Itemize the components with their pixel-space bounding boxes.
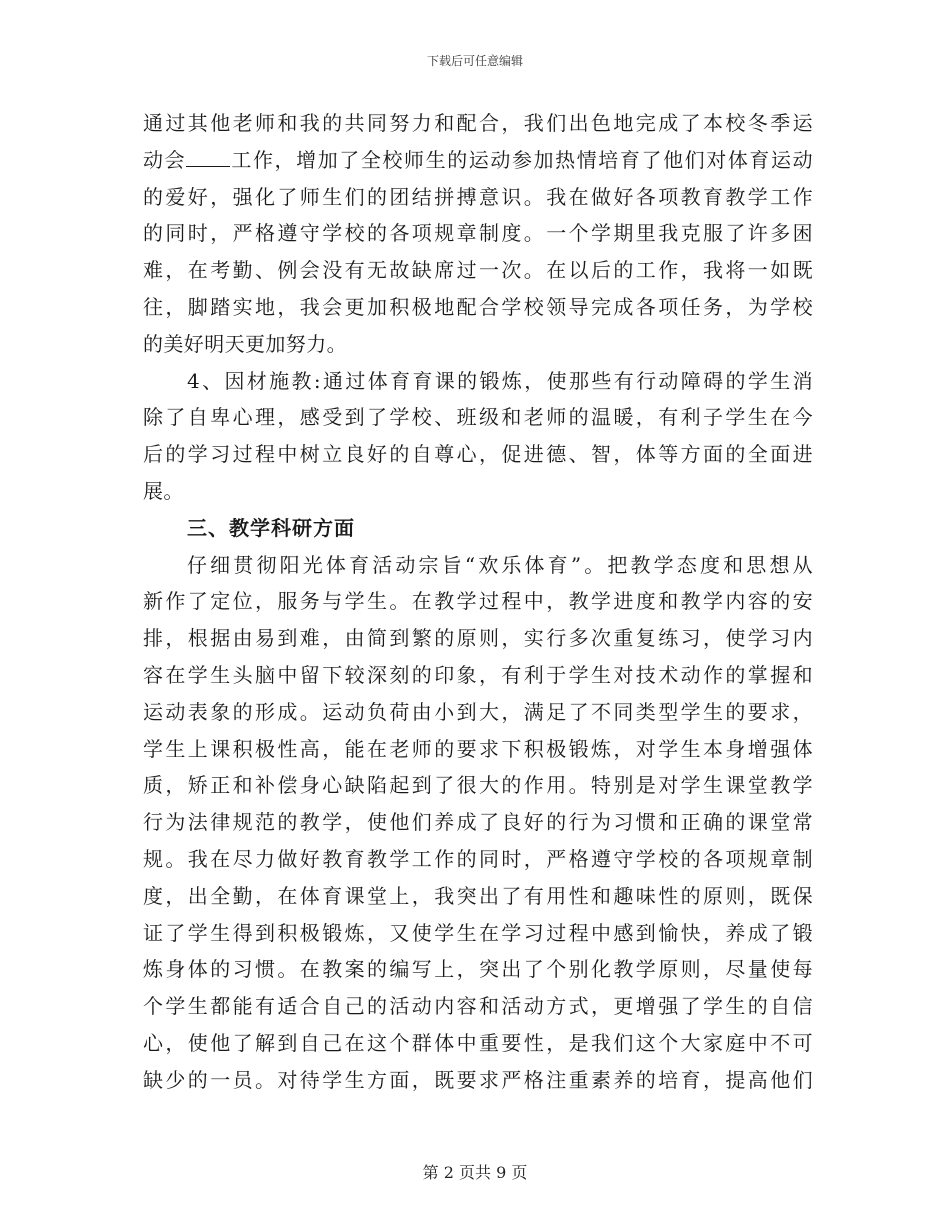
text-line: 炼身体的习惯。在教案的编写上，突出了个别化教学原则，尽量使每: [143, 957, 813, 982]
text-line: 质，矫正和补偿身心缺陷起到了很大的作用。特别是对学生课堂教学: [143, 773, 813, 798]
paragraph-teaching-by-aptitude: [143, 363, 813, 510]
text-segment: 动会: [143, 147, 187, 172]
text-line: 心，使他了解到自己在这个群体中重要性，是我们这个大家庭中不可: [143, 1030, 813, 1055]
document-body: [143, 105, 813, 1099]
text-line: 展。: [143, 478, 184, 503]
text-line: 容在学生头脑中留下较深刻的印象，有利于学生对技术动作的掌握和: [143, 662, 813, 687]
text-segment: 工作，增加了全校师生的运动参加热情培育了他们对体育运动: [230, 147, 813, 172]
text-line: 新作了定位，服务与学生。在教学过程中，教学进度和教学内容的安: [143, 589, 813, 614]
text-line: 通过其他老师和我的共同努力和配合，我们出色地完成了本校冬季运: [143, 111, 813, 135]
text-line: 难，在考勤、例会没有无故缺席过一次。在以后的工作，我将一如既: [143, 258, 813, 283]
page-header: 下载后可任意编辑: [426, 54, 523, 68]
text-line: 证了学生得到积极锻炼，又使学生在学习过程中感到愉快，养成了锻: [143, 920, 813, 945]
text-line: 往，脚踏实地，我会更加积极地配合学校领导完成各项任务，为学校: [143, 294, 813, 319]
text-line: 排，根据由易到难，由简到繁的原则，实行多次重复练习，使学习内: [143, 626, 813, 651]
text-line: 除了自卑心理，感受到了学校、班级和老师的温暖，有利子学生在今: [143, 405, 813, 430]
text-line: 个学生都能有适合自己的活动内容和活动方式，更增强了学生的自信: [143, 994, 813, 1019]
text-line: 的美好明天更加努力。: [143, 331, 347, 356]
page-footer: 第 2 页共 9 页: [422, 1163, 528, 1182]
text-line: 的同时，严格遵守学校的各项规章制度。一个学期里我克服了许多困: [143, 221, 813, 246]
text-line: 缺少的一员。对待学生方面，既要求严格注重素养的培育，提高他们: [143, 1067, 813, 1092]
text-line: 后的学习过程中树立良好的自尊心，促进德、智，体等方面的全面进: [143, 442, 813, 467]
text-line: [143, 142, 813, 179]
text-line: 度，出全勤，在体育课堂上，我突出了有用性和趣味性的原则，既保: [143, 883, 813, 908]
text-line: 行为法律规范的教学，使他们养成了良好的行为习惯和正确的课堂常: [143, 810, 813, 835]
text-line: 4、因材施教:通过体育育课的锻炼，使那些有行动障碍的学生消: [187, 368, 813, 393]
text-line: 的爱好，强化了师生们的团结拼搏意识。我在做好各项教育教学工作: [143, 184, 813, 209]
text-line: 仔细贯彻阳光体育活动宗旨“欢乐体育”。把教学态度和思想从: [187, 552, 813, 577]
text-line: 规。我在尽力做好教育教学工作的同时，严格遵守学校的各项规章制: [143, 846, 813, 871]
paragraph-teaching-research: [143, 547, 813, 1099]
paragraph-sports-meet: [143, 105, 813, 363]
section-heading: 三、教学科研方面: [187, 515, 355, 540]
blank-underline: [186, 142, 230, 167]
text-line: 学生上课积极性高，能在老师的要求下积极锻炼，对学生本身增强体: [143, 736, 813, 761]
text-line: 运动表象的形成。运动负荷由小到大，满足了不同类型学生的要求，: [143, 699, 813, 724]
